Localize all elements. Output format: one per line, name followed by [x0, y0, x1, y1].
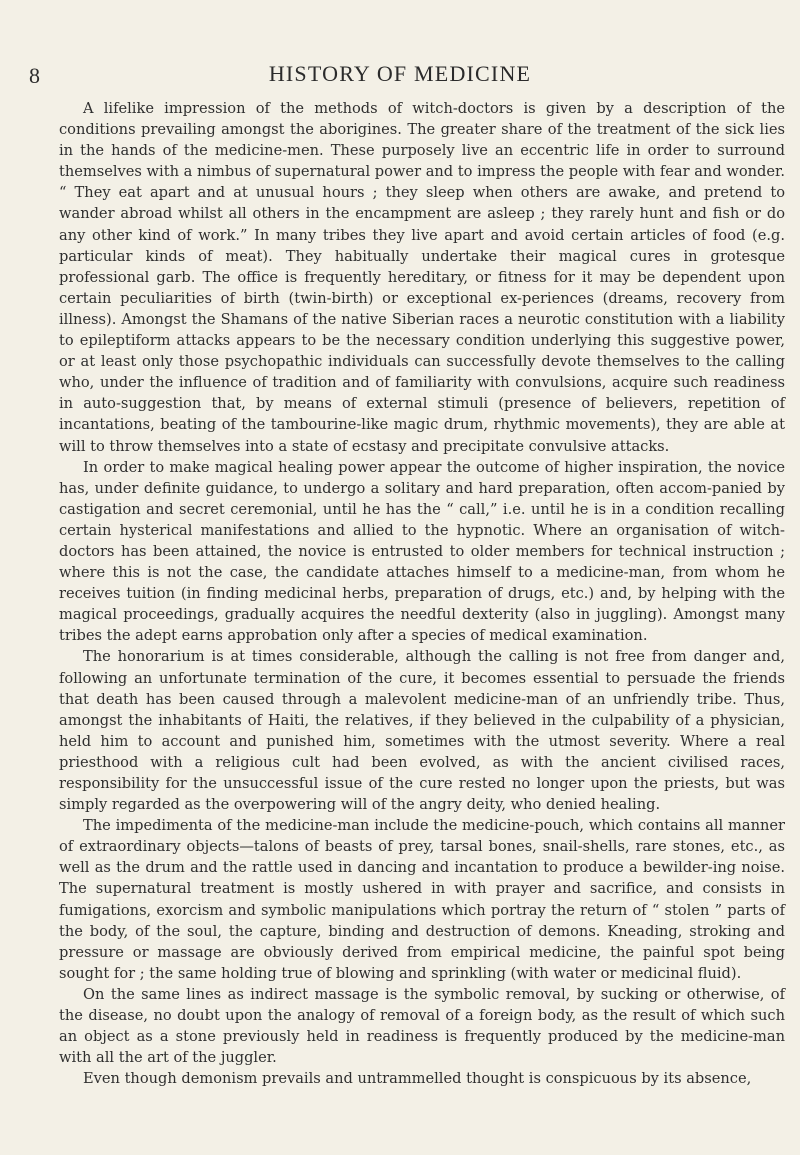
running-title: HISTORY OF MEDICINE [268, 61, 532, 86]
paragraph: In order to make magical healing power appear the outcome of higher inspiration, the novice has, under definite guidance, to undergo a solitary and hard preparation, often accom-panied by castigation and secret ceremonial, until he has the “ call,” i.e. until he is in a condition recalling certain hysterical manifestations and allied to the hypnotic. Where an organisation of witch-doctors has been attained, the novice is entrusted to older members for technical instruction ; where this is not the case, the candidate attaches himself to a medicine-man, from whom he receives tuition (in finding medicinal herbs, preparation of drugs, etc.) and, by helping with the magical proceedings, gradually acquires the needful dexterity (also in juggling). Amongst many tribes the adept earns approbation only after a species of medical examination. [59, 458, 785, 645]
paragraph: A lifelike impression of the methods of witch-doctors is given by a description of the conditions prevailing amongst the aborigines. The greater share of the treatment of the sick lies in the hands of the medicine-men. These purposely live an eccentric life in order to surround themselves with a nimbus of supernatural power and to impress the people with fear and wonder. “ They eat apart and at unusual hours ; they sleep when others are awake, and pretend to wander abroad whilst all others in the encampment are asleep ; they rarely hunt and fish or do any other kind of work.” In many tribes they live apart and avoid certain articles of food (e.g. particular kinds of meat). They habitually undertake their magical cures in grotesque professional garb. The office is frequently hereditary, or fitness for it may be dependent upon certain peculiarities of birth (twin-birth) or exceptional ex-periences (dreams, recovery from illness). Amongst the Shamans of the native Siberian races a neurotic constitution with a liability to epileptiform attacks appears to be the necessary condition underlying this suggestive power, or at least only those psychopathic individuals can successfully devote themselves to the calling who, under the influence of tradition and of familiarity with convulsions, acquire such readiness in auto-suggestion that, by means of external stimuli (presence of believers, repetition of incantations, beating of the tambourine-like magic drum, rhythmic movements), they are able at will to throw themselves into a state of ecstasy and precipitate convulsive attacks. [59, 100, 785, 455]
paragraph: On the same lines as indirect massage is the symbolic removal, by sucking or otherwise, of the disease, no doubt upon the analogy of removal of a foreign body, as the result of which such an object as a stone previously held in readiness is frequently produced by the medicine-man with all the art of the juggler. [59, 985, 785, 1067]
body-text [59, 98, 785, 1089]
paragraph: The honorarium is at times considerable, although the calling is not free from danger and, following an unfortunate termination of the cure, it becomes essential to persuade the friends that death has been caused through a malevolent medicine-man of an unfriendly tribe. Thus, amongst the inhabitants of Haiti, the relatives, if they believed in the culpability of a physician, held him to account and punished him, sometimes with the utmost severity. Where a real priesthood with a religious cult had been evolved, as with the ancient civilised races, responsibility for the unsuccessful issue of the cure rested no longer upon the priests, but was simply regarded as the overpowering will of the angry deity, who denied healing. [59, 648, 785, 814]
paragraph: The impedimenta of the medicine-man include the medicine-pouch, which contains all manner of extraordinary objects—talons of beasts of prey, tarsal bones, snail-shells, rare stones, etc., as well as the drum and the rattle used in dancing and incantation to produce a bewilder-ing noise. The supernatural treatment is mostly ushered in with prayer and sacrifice, and consists in fumigations, exorcism and symbolic manipulations which portray the return of “ stolen ” parts of the body, of the soul, the capture, binding and destruction of demons. Kneading, stroking and pressure or massage are obviously derived from empirical medicine, the painful spot being sought for ; the same holding true of blowing and sprinkling (with water or medicinal fluid). [59, 817, 785, 982]
paragraph: Even though demonism prevails and untrammelled thought is conspicuous by its absence, [83, 1070, 752, 1088]
page-number: 8 [29, 63, 40, 88]
